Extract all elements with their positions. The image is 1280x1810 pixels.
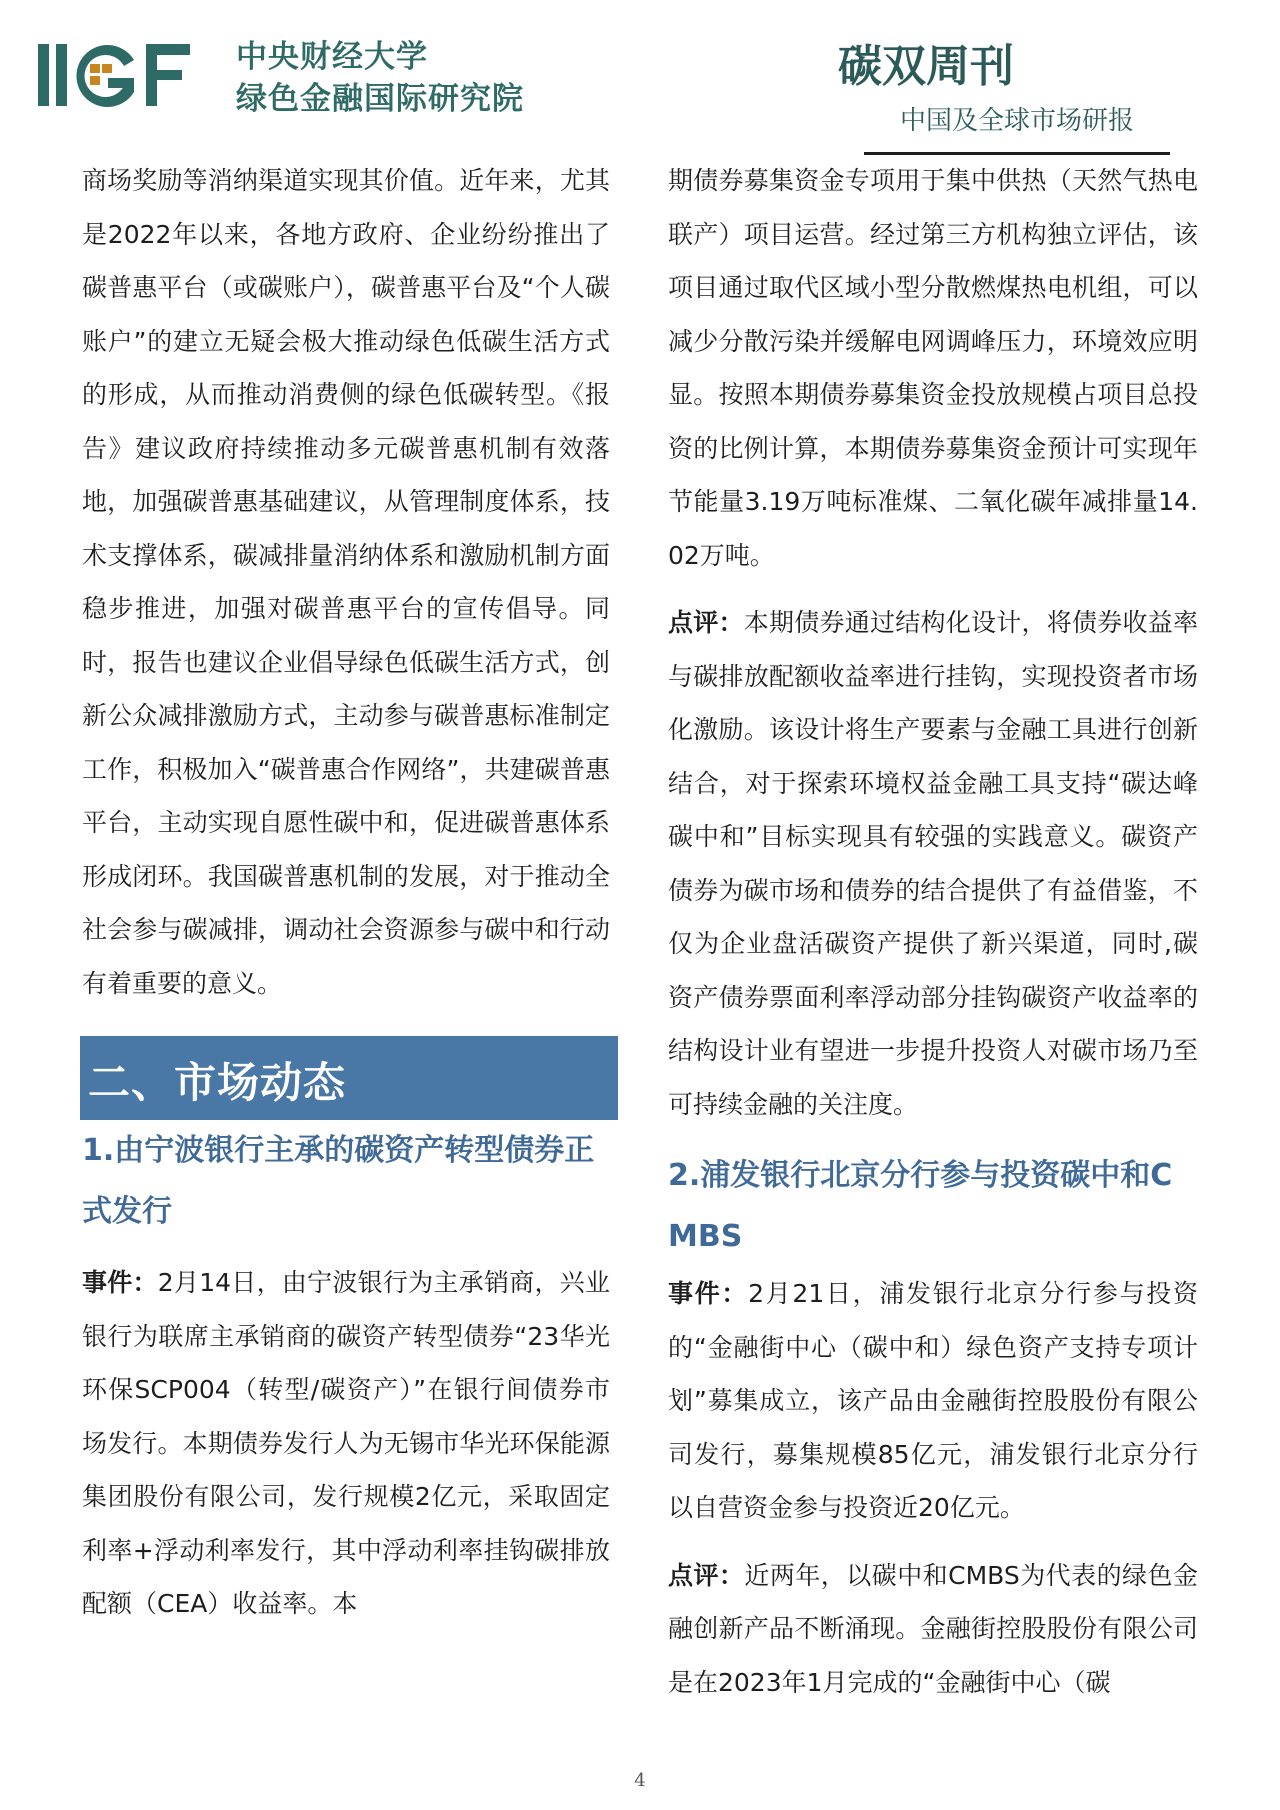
publication-subtitle: 中国及全球市场研报 bbox=[899, 106, 1134, 136]
section-title: 二、市场动态 bbox=[88, 1058, 347, 1107]
right-column bbox=[668, 154, 1198, 1709]
org-line-1: 中央财经大学 bbox=[236, 39, 428, 75]
left-column bbox=[82, 154, 610, 1631]
article-heading-2: 2.浦发银行北京分行参与投资碳中和CMBS bbox=[668, 1158, 1173, 1254]
right-paragraph: 期债券募集资金专项用于集中供热（天然气热电联产）项目运营。经过第三方机构独立评估，该项目通过取代区域小型分散燃煤热电机组，可以减少分散污染并缓解电网调峰压力，环境效应明显。按照本期债券募集资金投放规模占项目总投资的比例计算，本期债券募集资金预计可实现年节能量3.19万吨标准煤、二氧化碳年减排量14.02万吨。 bbox=[668, 166, 1198, 570]
organization-name bbox=[236, 36, 524, 120]
comment-paragraph-2 bbox=[668, 1549, 1198, 1710]
comment-paragraph-1 bbox=[668, 596, 1198, 1131]
event-paragraph-1 bbox=[82, 1256, 610, 1631]
comment-text: 本期债券通过结构化设计，将债券收益率与碳排放配额收益率进行挂钩，实现投资者市场化激励。该设计将生产要素与金融工具进行创新结合，对于探索环境权益金融工具支持“碳达峰碳中和”目标实现具有较强的实践意义。碳资产债券为碳市场和债券的结合提供了有益借鉴，不仅为企业盘活碳资产提供了新兴渠道，同时,碳资产债券票面利率浮动部分挂钩碳资产收益率的结构设计业有望进一步提升投资人对碳市场乃至可持续金融的关注度。 bbox=[668, 608, 1198, 1119]
page-number: 4 bbox=[634, 1770, 646, 1791]
comment-text: 近两年，以碳中和CMBS为代表的绿色金融创新产品不断涌现。金融街控股股份有限公司是在2023年1月完成的“金融街中心（碳 bbox=[668, 1560, 1198, 1697]
event-label: 事件： bbox=[668, 1279, 749, 1308]
article-heading-1: 1.由宁波银行主承的碳资产转型债券正式发行 bbox=[82, 1133, 595, 1229]
iigf-logo bbox=[38, 40, 210, 112]
left-paragraph: 商场奖励等消纳渠道实现其价值。近年来，尤其是2022年以来，各地方政府、企业纷纷推出了碳普惠平台（或碳账户），碳普惠平台及“个人碳账户”的建立无疑会极大推动绿色低碳生活方式的形成，从而推动消费侧的绿色低碳转型。《报告》建议政府持续推动多元碳普惠机制有效落地，加强碳普惠基础建议，从管理制度体系，技术支撑体系，碳减排量消纳体系和激励机制方面稳步推进，加强对碳普惠平台的宣传倡导。同时，报告也建议企业倡导绿色低碳生活方式，创新公众减排激励方式，主动参与碳普惠标准制定工作，积极加入“碳普惠合作网络”，共建碳普惠平台，主动实现自愿性碳中和，促进碳普惠体系形成闭环。我国碳普惠机制的发展，对于推动全社会参与碳减排，调动社会资源参与碳中和行动有着重要的意义。 bbox=[82, 166, 610, 998]
comment-label: 点评： bbox=[668, 1560, 745, 1590]
page-header bbox=[0, 0, 1280, 150]
section-heading bbox=[80, 1036, 618, 1120]
event-paragraph-2 bbox=[668, 1267, 1198, 1535]
publication-title: 碳双周刊 bbox=[838, 41, 1014, 92]
org-line-2: 绿色金融国际研究院 bbox=[236, 81, 524, 117]
event-label: 事件： bbox=[82, 1268, 158, 1297]
event-text: 2月14日，由宁波银行为主承销商，兴业银行为联席主承销商的碳资产转型债券“23华光环保SCP004（转型/碳资产）”在银行间债券市场发行。本期债券发行人为无锡市华光环保能源集团股份有限公司，发行规模2亿元，采取固定利率+浮动利率发行，其中浮动利率挂钩碳排放配额（CEA）收益率。本 bbox=[82, 1268, 610, 1618]
comment-label: 点评： bbox=[668, 608, 744, 637]
event-text: 2月21日，浦发银行北京分行参与投资的“金融街中心（碳中和）绿色资产支持专项计划”募集成立，该产品由金融街控股股份有限公司发行，募集规模85亿元，浦发银行北京分行以自营资金参与投资近20亿元。 bbox=[668, 1279, 1198, 1522]
